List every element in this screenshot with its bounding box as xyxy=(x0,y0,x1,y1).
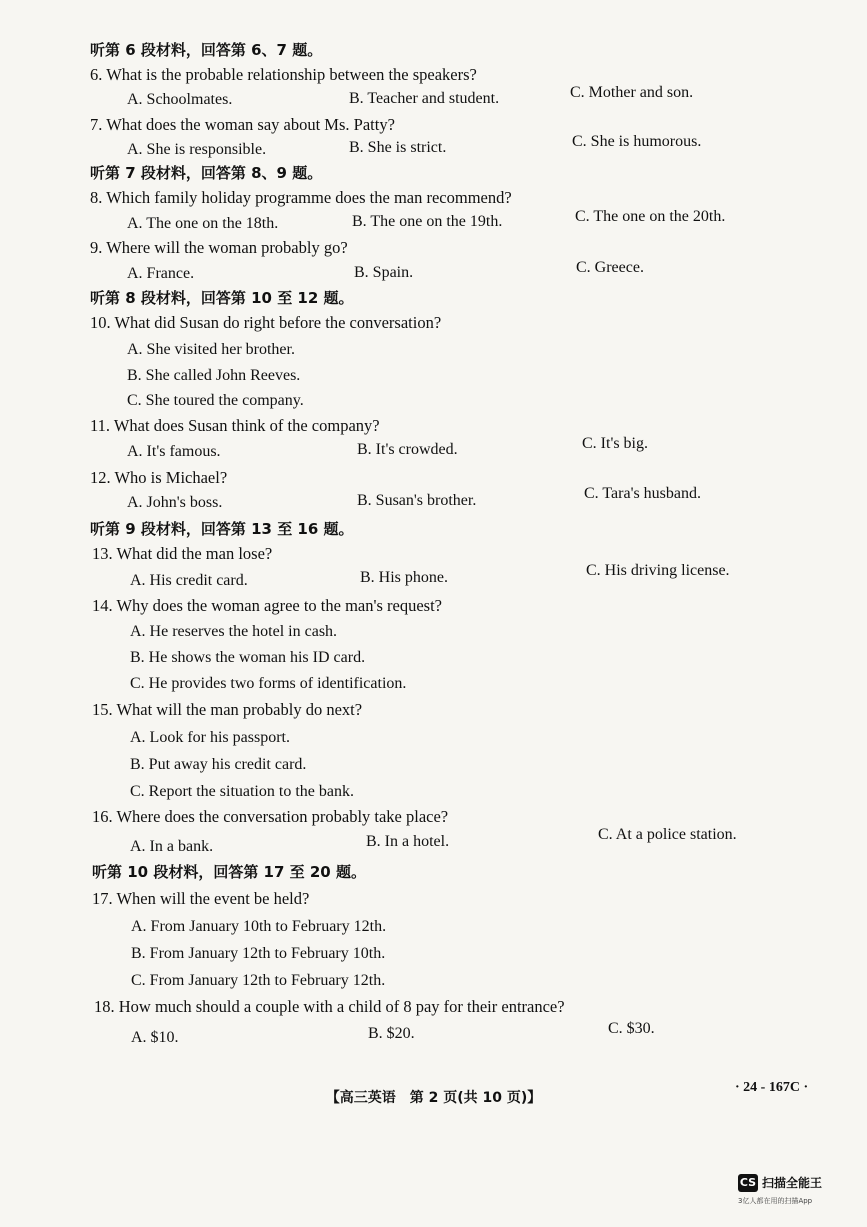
option-14c: C. He provides two forms of identification. xyxy=(130,675,407,692)
question-10: 10. What did Susan do right before the conversation? xyxy=(90,313,442,332)
question-12: 12. Who is Michael? xyxy=(90,468,228,487)
option-15c: C. Report the situation to the bank. xyxy=(130,783,354,800)
option-14b: B. He shows the woman his ID card. xyxy=(130,649,366,666)
option-10b: B. She called John Reeves. xyxy=(127,367,301,384)
option-12c: C. Tara's husband. xyxy=(584,485,702,502)
question-15: 15. What will the man probably do next? xyxy=(92,700,363,719)
option-14a: A. He reserves the hotel in cash. xyxy=(130,623,338,640)
option-13c: C. His driving license. xyxy=(586,562,730,579)
question-11: 11. What does Susan think of the company? xyxy=(90,416,380,435)
scanner-app-name: 扫描全能王 xyxy=(762,1176,823,1190)
option-18c: C. $30. xyxy=(608,1020,655,1037)
option-11c: C. It's big. xyxy=(582,435,648,452)
option-8c: C. The one on the 20th. xyxy=(575,208,726,225)
option-15a: A. Look for his passport. xyxy=(130,729,290,746)
section-heading: 听第 10 段材料，回答第 17 至 20 题。 xyxy=(92,863,366,881)
option-17b: B. From January 12th to February 10th. xyxy=(131,945,386,962)
option-10c: C. She toured the company. xyxy=(127,392,304,409)
option-6b: B. Teacher and student. xyxy=(349,90,500,107)
option-7b: B. She is strict. xyxy=(349,139,447,156)
option-6c: C. Mother and son. xyxy=(570,84,694,101)
option-16c: C. At a police station. xyxy=(598,826,737,843)
option-9b: B. Spain. xyxy=(354,264,414,281)
paper-code: · 24 - 167C · xyxy=(735,1080,809,1095)
option-16b: B. In a hotel. xyxy=(366,833,450,850)
option-10a: A. She visited her brother. xyxy=(127,341,295,358)
question-6: 6. What is the probable relationship between the speakers? xyxy=(90,65,477,84)
question-13: 13. What did the man lose? xyxy=(92,544,273,563)
option-8b: B. The one on the 19th. xyxy=(352,213,503,230)
option-6a: A. Schoolmates. xyxy=(127,91,233,108)
camscanner-logo-icon: CS xyxy=(738,1174,758,1192)
option-12b: B. Susan's brother. xyxy=(357,492,477,509)
option-8a: A. The one on the 18th. xyxy=(127,215,279,232)
scanner-watermark xyxy=(738,1174,848,1214)
section-heading: 听第 6 段材料，回答第 6、7 题。 xyxy=(90,41,323,59)
option-7a: A. She is responsible. xyxy=(127,141,267,158)
option-18b: B. $20. xyxy=(368,1025,415,1042)
option-17c: C. From January 12th to February 12th. xyxy=(131,972,386,989)
question-7: 7. What does the woman say about Ms. Patty? xyxy=(90,115,395,134)
question-18: 18. How much should a couple with a child of 8 pay for their entrance? xyxy=(94,997,565,1016)
option-9c: C. Greece. xyxy=(576,259,644,276)
option-7c: C. She is humorous. xyxy=(572,133,702,150)
section-heading: 听第 7 段材料，回答第 8、9 题。 xyxy=(90,164,323,182)
option-9a: A. France. xyxy=(127,265,195,282)
option-13a: A. His credit card. xyxy=(130,572,248,589)
scanner-tagline: 3亿人都在用的扫描App xyxy=(738,1197,813,1205)
section-heading: 听第 8 段材料，回答第 10 至 12 题。 xyxy=(90,289,354,307)
question-14: 14. Why does the woman agree to the man's request? xyxy=(92,596,442,615)
section-heading: 听第 9 段材料，回答第 13 至 16 题。 xyxy=(90,520,354,538)
option-16a: A. In a bank. xyxy=(130,838,214,855)
option-18a: A. $10. xyxy=(131,1029,179,1046)
option-11a: A. It's famous. xyxy=(127,443,221,460)
question-17: 17. When will the event be held? xyxy=(92,889,310,908)
option-11b: B. It's crowded. xyxy=(357,441,458,458)
option-15b: B. Put away his credit card. xyxy=(130,756,307,773)
option-13b: B. His phone. xyxy=(360,569,448,586)
page-footer: 【高三英语 第 2 页(共 10 页)】 xyxy=(325,1090,542,1106)
question-16: 16. Where does the conversation probably take place? xyxy=(92,807,449,826)
question-8: 8. Which family holiday programme does the man recommend? xyxy=(90,188,512,207)
option-17a: A. From January 10th to February 12th. xyxy=(131,918,387,935)
question-9: 9. Where will the woman probably go? xyxy=(90,238,348,257)
option-12a: A. John's boss. xyxy=(127,494,223,511)
